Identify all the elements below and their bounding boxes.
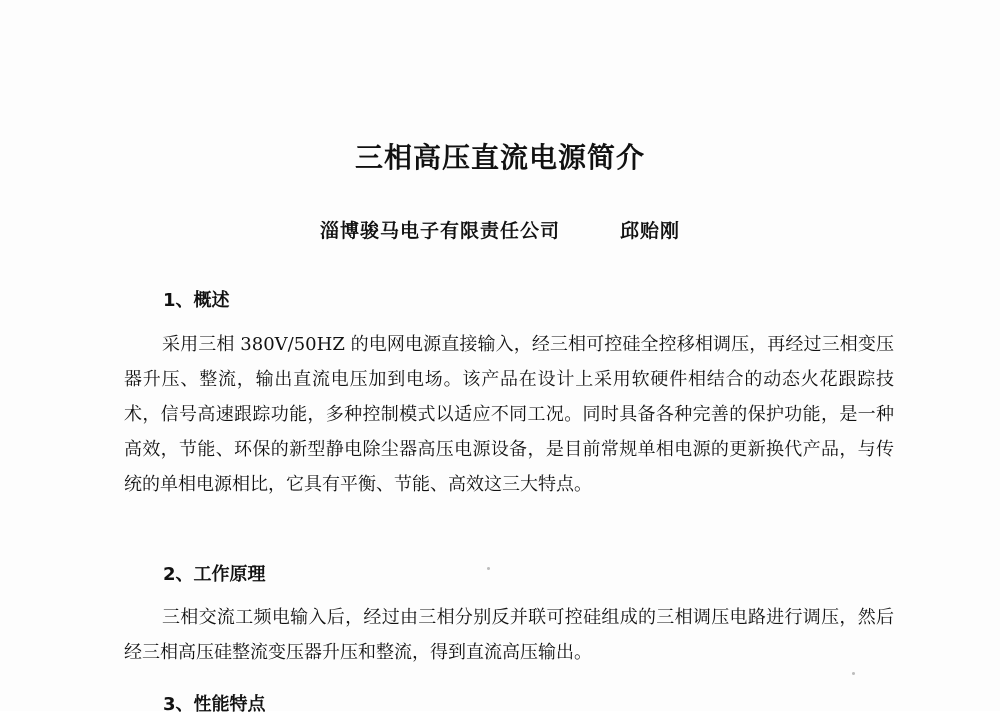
company-name: 淄博骏马电子有限责任公司: [319, 220, 560, 242]
document-title: 三相高压直流电源简介: [354, 141, 645, 174]
author-name: 邱贻刚: [620, 220, 681, 242]
section-paragraph-principle: 三相交流工频电输入后，经过由三相分别反并联可控硅组成的三相调压电路进行调压，然后经三相高压硅整流变压器升压和整流，得到直流高压输出。: [124, 607, 894, 663]
section-heading-features: 3、性能特点: [163, 694, 266, 715]
section-heading-overview: 1、概述: [163, 290, 230, 311]
scan-speck: [487, 567, 490, 570]
byline: [0, 216, 1000, 243]
section-paragraph-overview: 采用三相 380V/50HZ 的电网电源直接输入，经三相可控硅全控移相调压，再经过三相变压器升压、整流，输出直流电压加到电场。该产品在设计上采用软硬件相结合的动态火花跟踪技术，信号高速跟踪功能，多种控制模式以适应不同工况。同时具备各种完善的保护功能，是一种高效，节能、环保的新型静电除尘器高压电源设备，是目前常规单相电源的更新换代产品，与传统的单相电源相比，它具有平衡、节能、高效这三大特点。: [124, 334, 894, 495]
scan-speck: [852, 672, 855, 675]
section-heading-principle: 2、工作原理: [163, 564, 266, 585]
